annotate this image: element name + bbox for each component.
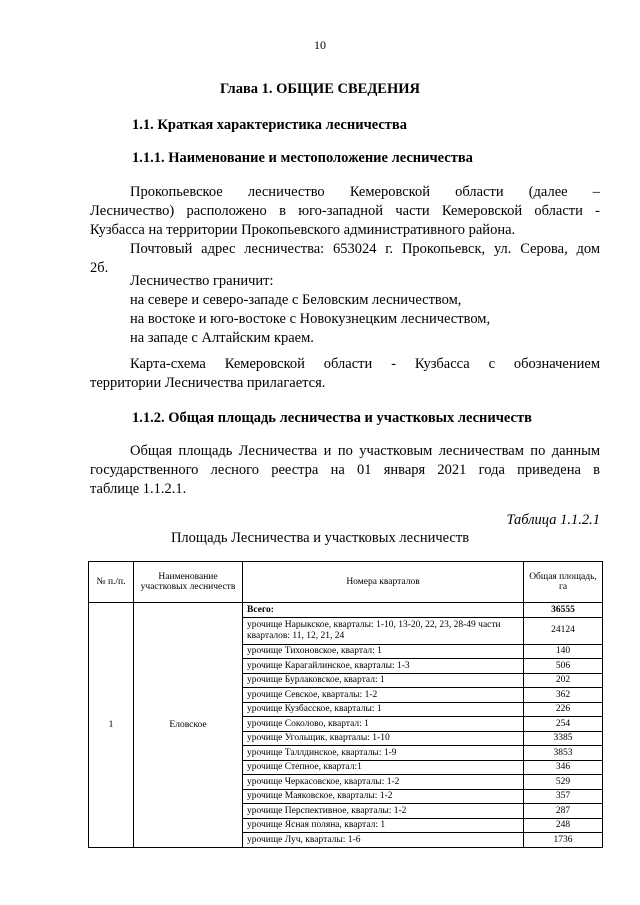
area-cell: 3385 xyxy=(524,731,603,746)
area-cell: 226 xyxy=(524,702,603,717)
paragraph-line: государственного лесного реестра на 01 января 2021 года приведена в xyxy=(90,462,600,478)
paragraph-line: на западе с Алтайским краем. xyxy=(130,330,314,346)
area-cell: 346 xyxy=(524,760,603,775)
paragraph-line: 2б. xyxy=(90,260,109,276)
header-name: Наименование участковых лесничеств xyxy=(134,562,243,603)
area-cell: 529 xyxy=(524,775,603,790)
header-area: Общая площадь, га xyxy=(524,562,603,603)
area-cell: 287 xyxy=(524,804,603,819)
table-title: Площадь Лесничества и участковых лесничеств xyxy=(170,530,470,546)
paragraph-line: территории Лесничества прилагается. xyxy=(90,375,326,391)
paragraph-line: Общая площадь Лесничества и по участковым лесничествам по данным xyxy=(130,443,600,459)
quarters-cell: урочище Угольщик, кварталы: 1-10 xyxy=(243,731,524,746)
quarters-cell: урочище Перспективное, кварталы: 1-2 xyxy=(243,804,524,819)
paragraph-area xyxy=(90,442,600,499)
paragraph-line: Кузбасса на территории Прокопьевского административного района. xyxy=(90,222,516,238)
group-name-cell: Еловское xyxy=(134,603,243,848)
section-heading-1-1-2: 1.1.2. Общая площадь лесничества и участковых лесничеств xyxy=(132,410,532,426)
section-heading-1-1: 1.1. Краткая характеристика лесничества xyxy=(132,117,408,133)
paragraph-borders xyxy=(90,272,600,348)
page-number: 10 xyxy=(314,38,326,52)
paragraph-line: Почтовый адрес лесничества: 653024 г. Прокопьевск, ул. Серова, дом xyxy=(130,241,600,257)
quarters-cell: урочище Нарыкское, кварталы: 1-10, 13-20, 22, 23, 28-49 части кварталов: 11, 12, 21, 24 xyxy=(243,617,524,644)
table-row-total xyxy=(89,603,603,618)
total-label-cell: Всего: xyxy=(243,603,524,618)
area-cell: 506 xyxy=(524,659,603,674)
paragraph-line: таблице 1.1.2.1. xyxy=(90,481,187,497)
paragraph-line: Лесничество) расположено в юго-западной части Кемеровской области - xyxy=(90,203,600,219)
section-heading-1-1-1: 1.1.1. Наименование и местоположение лесничества xyxy=(132,150,473,166)
paragraph-line: Карта-схема Кемеровской области - Кузбасса с обозначением xyxy=(130,356,600,372)
quarters-cell: урочище Ясная поляна, квартал: 1 xyxy=(243,818,524,833)
header-quarters: Номера кварталов xyxy=(243,562,524,603)
quarters-cell: урочище Маяковское, кварталы: 1-2 xyxy=(243,789,524,804)
total-value-cell: 36555 xyxy=(524,603,603,618)
quarters-cell: урочище Севское, кварталы: 1-2 xyxy=(243,688,524,703)
quarters-cell: урочище Таллдинское, кварталы: 1-9 xyxy=(243,746,524,761)
paragraph-line: на севере и северо-западе с Беловским лесничеством, xyxy=(130,292,462,308)
paragraph-line: Лесничество граничит: xyxy=(130,273,274,289)
area-cell: 140 xyxy=(524,644,603,659)
paragraph-line: Прокопьевское лесничество Кемеровской области (далее – xyxy=(130,184,600,200)
quarters-cell: урочище Соколово, квартал: 1 xyxy=(243,717,524,732)
quarters-cell: урочище Черкасовское, кварталы: 1-2 xyxy=(243,775,524,790)
table-header-row xyxy=(89,562,603,603)
area-cell: 248 xyxy=(524,818,603,833)
area-table xyxy=(88,561,603,848)
table-label: Таблица 1.1.2.1 xyxy=(506,512,600,528)
area-cell: 254 xyxy=(524,717,603,732)
quarters-cell: урочище Карагайлинское, кварталы: 1-3 xyxy=(243,659,524,674)
area-cell: 3853 xyxy=(524,746,603,761)
paragraph-line: на востоке и юго-востоке с Новокузнецким лесничеством, xyxy=(130,311,491,327)
quarters-cell: урочище Кузбасское, кварталы: 1 xyxy=(243,702,524,717)
chapter-title: Глава 1. ОБЩИЕ СВЕДЕНИЯ xyxy=(219,81,421,97)
paragraph-map xyxy=(90,355,600,393)
area-cell: 24124 xyxy=(524,617,603,644)
area-cell: 362 xyxy=(524,688,603,703)
quarters-cell: урочище Луч, кварталы: 1-6 xyxy=(243,833,524,848)
area-cell: 1736 xyxy=(524,833,603,848)
group-num-cell: 1 xyxy=(89,603,134,848)
area-cell: 202 xyxy=(524,673,603,688)
quarters-cell: урочище Тихоновское, квартал: 1 xyxy=(243,644,524,659)
quarters-cell: урочище Степное, квартал:1 xyxy=(243,760,524,775)
header-num: № п./п. xyxy=(89,562,134,603)
quarters-cell: урочище Бурлаковское, квартал: 1 xyxy=(243,673,524,688)
paragraph-location xyxy=(90,183,600,240)
area-cell: 357 xyxy=(524,789,603,804)
